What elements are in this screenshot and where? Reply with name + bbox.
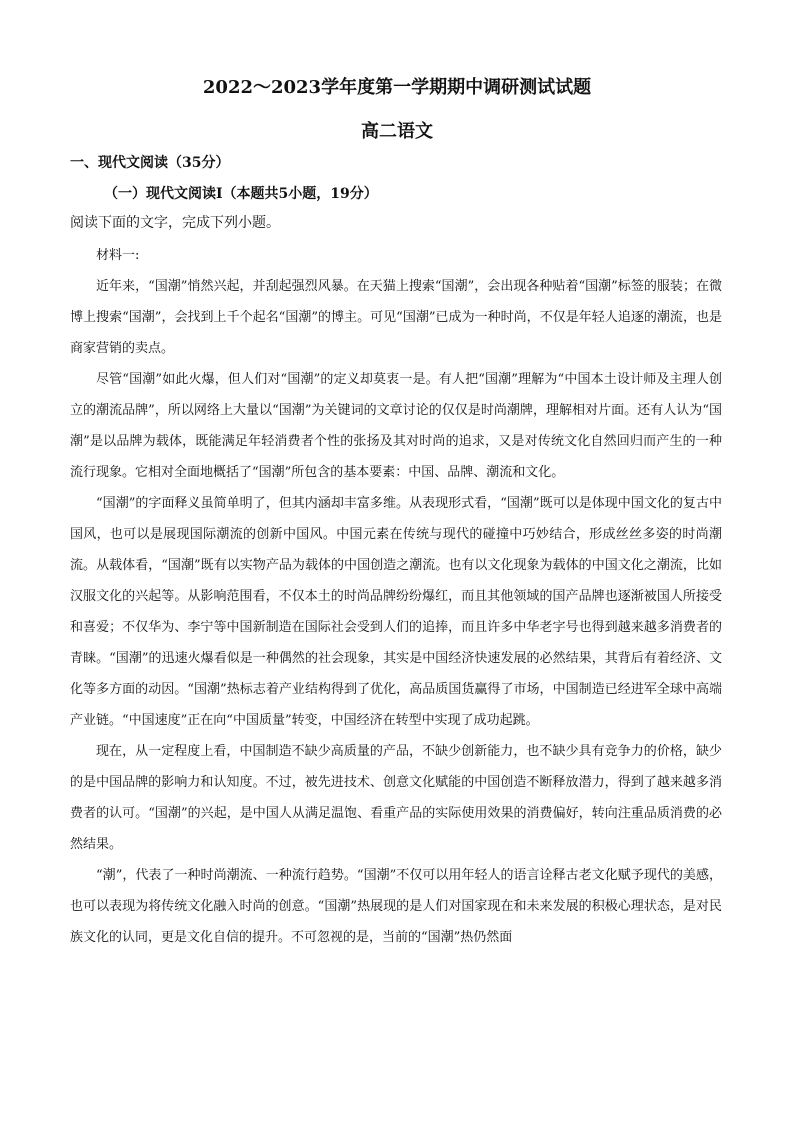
paragraph: “国潮”的字面释义虽简单明了，但其内涵却丰富多维。从表现形式看，“国潮”既可以是体现中国文化的复古中国风，也可以是展现国际潮流的创新中国风。中国元素在传统与现代的碰撞中巧妙结合，形成丝丝多姿的时尚潮流。从载体看，“国潮”既有以实物产品为载体的中国创造之潮流。也有以文化现象为载体的中国文化之潮流，比如汉服文化的兴起等。从影响范围看，不仅本土的时尚品牌纷纷爆红，而且其他领域的国产品牌也逐渐被国人所接受和喜爱；不仅华为、李宁等中国新制造在国际社会受到人们的追捧，而且许多中华老字号也得到越来越多消费者的青睐。“国潮”的迅速火爆看似是一种偶然的社会现象，其实是中国经济快速发展的必然结果，其背后有着经济、文化等多方面的动因。“国潮”热标志着产业结构得到了优化，高品质国货赢得了市场，中国制造已经进军全球中高端产业链。“中国速度”正在向“中国质量”转变，中国经济在转型中实现了成功起跳。 — [70, 496, 722, 728]
paragraph: 现在，从一定程度上看，中国制造不缺少高质量的产品，不缺少创新能力，也不缺少具有竞争力的价格，缺少的是中国品牌的影响力和认知度。不过，被先进技术、创意文化赋能的中国创造不断释放潜力，得到了越来越多消费者的认可。“国潮”的兴起，是中国人从满足温饱、看重产品的实际使用效果的消费偏好，转向注重品质消费的必然结果。 — [70, 744, 722, 852]
article-body — [70, 240, 722, 953]
paragraph: “潮”，代表了一种时尚潮流、一种流行趋势。“国潮”不仅可以用年轻人的语言诠释古老文化赋予现代的美感，也可以表现为将传统文化融入时尚的创意。“国潮”热展现的是人们对国家现在和未来发展的积极心理状态，是对民族文化的认同，更是文化自信的提升。不可忽视的是，当前的“国潮”热仍然面 — [70, 868, 722, 945]
paragraph: 近年来，“国潮”悄然兴起，并刮起强烈风暴。在天猫上搜索“国潮”，会出现各种贴着“国潮”标签的服装；在微博上搜索“国潮”，会找到上千个起名“国潮”的博主。可见“国潮”已成为一种时尚，不仅是年轻人追逐的潮流，也是商家营销的卖点。 — [70, 279, 722, 356]
exam-title: 2022～2023学年度第一学期期中调研测试试题 — [202, 77, 592, 98]
material-label: 材料一: — [96, 248, 140, 263]
subsection-heading: （一）现代文阅读Ⅰ（本题共5小题，19分） — [104, 186, 378, 202]
reading-instruction: 阅读下面的文字，完成下列小题。 — [70, 215, 280, 231]
exam-subject: 高二语文 — [361, 121, 433, 142]
paragraph: 尽管“国潮”如此火爆，但人们对“国潮”的定义却莫衷一是。有人把“国潮”理解为“中国本土设计师及主理人创立的潮流品牌”，所以网络上大量以“国潮”为关键词的文章讨论的仅仅是时尚潮牌，理解相对片面。还有人认为“国潮”是以品牌为载体，既能满足年轻消费者个性的张扬及其对时尚的追求，又是对传统文化自然回归而产生的一种流行现象。它相对全面地概括了“国潮”所包含的基本要素：中国、品牌、潮流和文化。 — [70, 372, 722, 480]
section-heading: 一、现代文阅读（35分） — [70, 155, 230, 171]
